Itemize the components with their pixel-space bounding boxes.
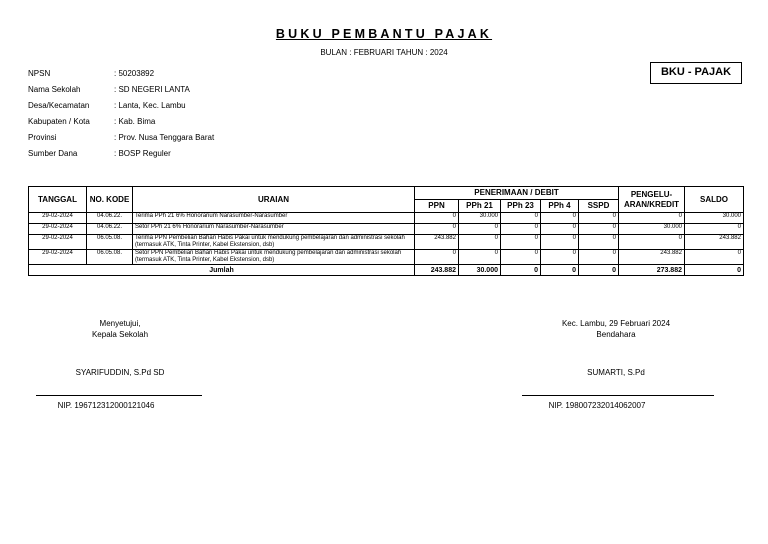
report-title: BUKU PEMBANTU PAJAK xyxy=(275,27,493,41)
cell-date: 29-02-2024 xyxy=(29,224,87,235)
cell-ppn: 0 xyxy=(415,250,459,265)
total-pph4: 0 xyxy=(541,265,579,276)
table-row xyxy=(29,250,744,265)
header-credit-line2: ARAN/KREDIT xyxy=(623,199,680,209)
cell-balance: 0 xyxy=(685,250,744,265)
header-pph4: PPh 4 xyxy=(541,200,579,213)
cell-date: 29-02-2024 xyxy=(29,213,87,224)
total-ppn: 243.882 xyxy=(415,265,459,276)
cell-description: Terima PPN Pembelian Bahan Habis Pakai untuk mendukung pembelajaran dan administrasi sekolah (termasuk ATK, Tinta Printer, Kabel Ekstension, dsb) xyxy=(133,235,415,250)
header-credit xyxy=(619,187,685,213)
report-type-badge: BKU - PAJAK xyxy=(650,62,742,84)
cell-description: Setor PPh 21 6% Honorarium Narasumber-Narasumber xyxy=(133,224,415,235)
cell-pph4: 0 xyxy=(541,235,579,250)
total-balance: 0 xyxy=(685,265,744,276)
headmaster-name: SYARIFUDDIN, S.Pd SD xyxy=(75,368,165,377)
table-row xyxy=(29,235,744,250)
total-pph21: 30.000 xyxy=(459,265,501,276)
headmaster-signature-line xyxy=(36,395,202,396)
total-credit: 273.882 xyxy=(619,265,685,276)
info-label: Provinsi xyxy=(28,133,57,142)
cell-sspd: 0 xyxy=(579,250,619,265)
cell-sspd: 0 xyxy=(579,235,619,250)
approval-caption xyxy=(40,318,200,340)
treasurer-caption xyxy=(540,318,692,340)
info-value: : BOSP Reguler xyxy=(114,149,171,158)
info-label: Nama Sekolah xyxy=(28,85,81,94)
header-sspd: SSPD xyxy=(579,200,619,213)
school-info xyxy=(28,66,214,162)
header-debit: PENERIMAAN / DEBIT xyxy=(415,187,619,200)
cell-pph23: 0 xyxy=(501,224,541,235)
treasurer-signature-line xyxy=(522,395,714,396)
cell-description: Setor PPN Pembelian Bahan Habis Pakai untuk mendukung pembelajaran dan administrasi sekolah (termasuk ATK, Tinta Printer, Kabel Ekstension, dsb) xyxy=(133,250,415,265)
cell-balance: 243.882 xyxy=(685,235,744,250)
cell-pph4: 0 xyxy=(541,250,579,265)
info-label: Desa/Kecamatan xyxy=(28,101,90,110)
cell-code: 04.06.22. xyxy=(87,224,133,235)
cell-pph4: 0 xyxy=(541,213,579,224)
cell-pph23: 0 xyxy=(501,235,541,250)
total-label: Jumlah xyxy=(29,265,415,276)
header-credit-line1: PENGELU- xyxy=(630,189,673,199)
info-row-village xyxy=(28,98,214,114)
cell-pph21: 0 xyxy=(459,250,501,265)
cell-balance: 30.000 xyxy=(685,213,744,224)
cell-credit: 243.882 xyxy=(619,250,685,265)
cell-credit: 30.000 xyxy=(619,224,685,235)
cell-pph21: 0 xyxy=(459,235,501,250)
header-code: NO. KODE xyxy=(87,187,133,213)
info-value: : SD NEGERI LANTA xyxy=(114,85,190,94)
info-value: : Lanta, Kec. Lambu xyxy=(114,101,186,110)
cell-date: 29-02-2024 xyxy=(29,235,87,250)
headmaster-title: Kepala Sekolah xyxy=(91,330,149,339)
info-row-school-name xyxy=(28,82,214,98)
total-pph23: 0 xyxy=(501,265,541,276)
info-value: : Kab. Bima xyxy=(114,117,156,126)
info-label: Kabupaten / Kota xyxy=(28,117,90,126)
table-row xyxy=(29,213,744,224)
cell-balance: 0 xyxy=(685,224,744,235)
cell-sspd: 0 xyxy=(579,224,619,235)
cell-pph21: 30.000 xyxy=(459,213,501,224)
cell-pph4: 0 xyxy=(541,224,579,235)
cell-description: Terima PPh 21 6% Honorarium Narasumber-Narasumber xyxy=(133,213,415,224)
header-pph23: PPh 23 xyxy=(501,200,541,213)
cell-ppn: 0 xyxy=(415,213,459,224)
table-row xyxy=(29,224,744,235)
info-value: : Prov. Nusa Tenggara Barat xyxy=(114,133,215,142)
cell-pph23: 0 xyxy=(501,213,541,224)
total-sspd: 0 xyxy=(579,265,619,276)
header-balance: SALDO xyxy=(685,187,744,213)
cell-code: 04.06.22. xyxy=(87,213,133,224)
cell-code: 06.05.08. xyxy=(87,250,133,265)
info-row-fund-source xyxy=(28,146,214,162)
treasurer-nip: NIP. 198007232014062007 xyxy=(548,401,646,410)
cell-sspd: 0 xyxy=(579,213,619,224)
info-row-npsn xyxy=(28,66,214,82)
info-label: NPSN xyxy=(28,69,51,78)
info-row-province xyxy=(28,130,214,146)
header-pph21: PPh 21 xyxy=(459,200,501,213)
treasurer-name: SUMARTI, S.Pd xyxy=(587,368,645,377)
cell-credit: 0 xyxy=(619,235,685,250)
header-ppn: PPN xyxy=(415,200,459,213)
cell-pph23: 0 xyxy=(501,250,541,265)
tax-ledger-table xyxy=(28,186,744,276)
approval-label: Menyetujui, xyxy=(99,319,141,328)
cell-credit: 0 xyxy=(619,213,685,224)
cell-ppn: 0 xyxy=(415,224,459,235)
total-row xyxy=(29,265,744,276)
info-value: : 50203892 xyxy=(114,69,155,78)
report-period: BULAN : FEBRUARI TAHUN : 2024 xyxy=(320,48,448,57)
signing-place-date: Kec. Lambu, 29 Februari 2024 xyxy=(561,319,671,328)
cell-ppn: 243.882 xyxy=(415,235,459,250)
info-row-regency xyxy=(28,114,214,130)
header-description: URAIAN xyxy=(133,187,415,213)
treasurer-title: Bendahara xyxy=(596,330,636,339)
info-label: Sumber Dana xyxy=(28,149,78,158)
headmaster-nip: NIP. 196712312000121046 xyxy=(57,401,155,410)
cell-code: 06.05.08. xyxy=(87,235,133,250)
cell-pph21: 0 xyxy=(459,224,501,235)
cell-date: 29-02-2024 xyxy=(29,250,87,265)
header-date: TANGGAL xyxy=(29,187,87,213)
